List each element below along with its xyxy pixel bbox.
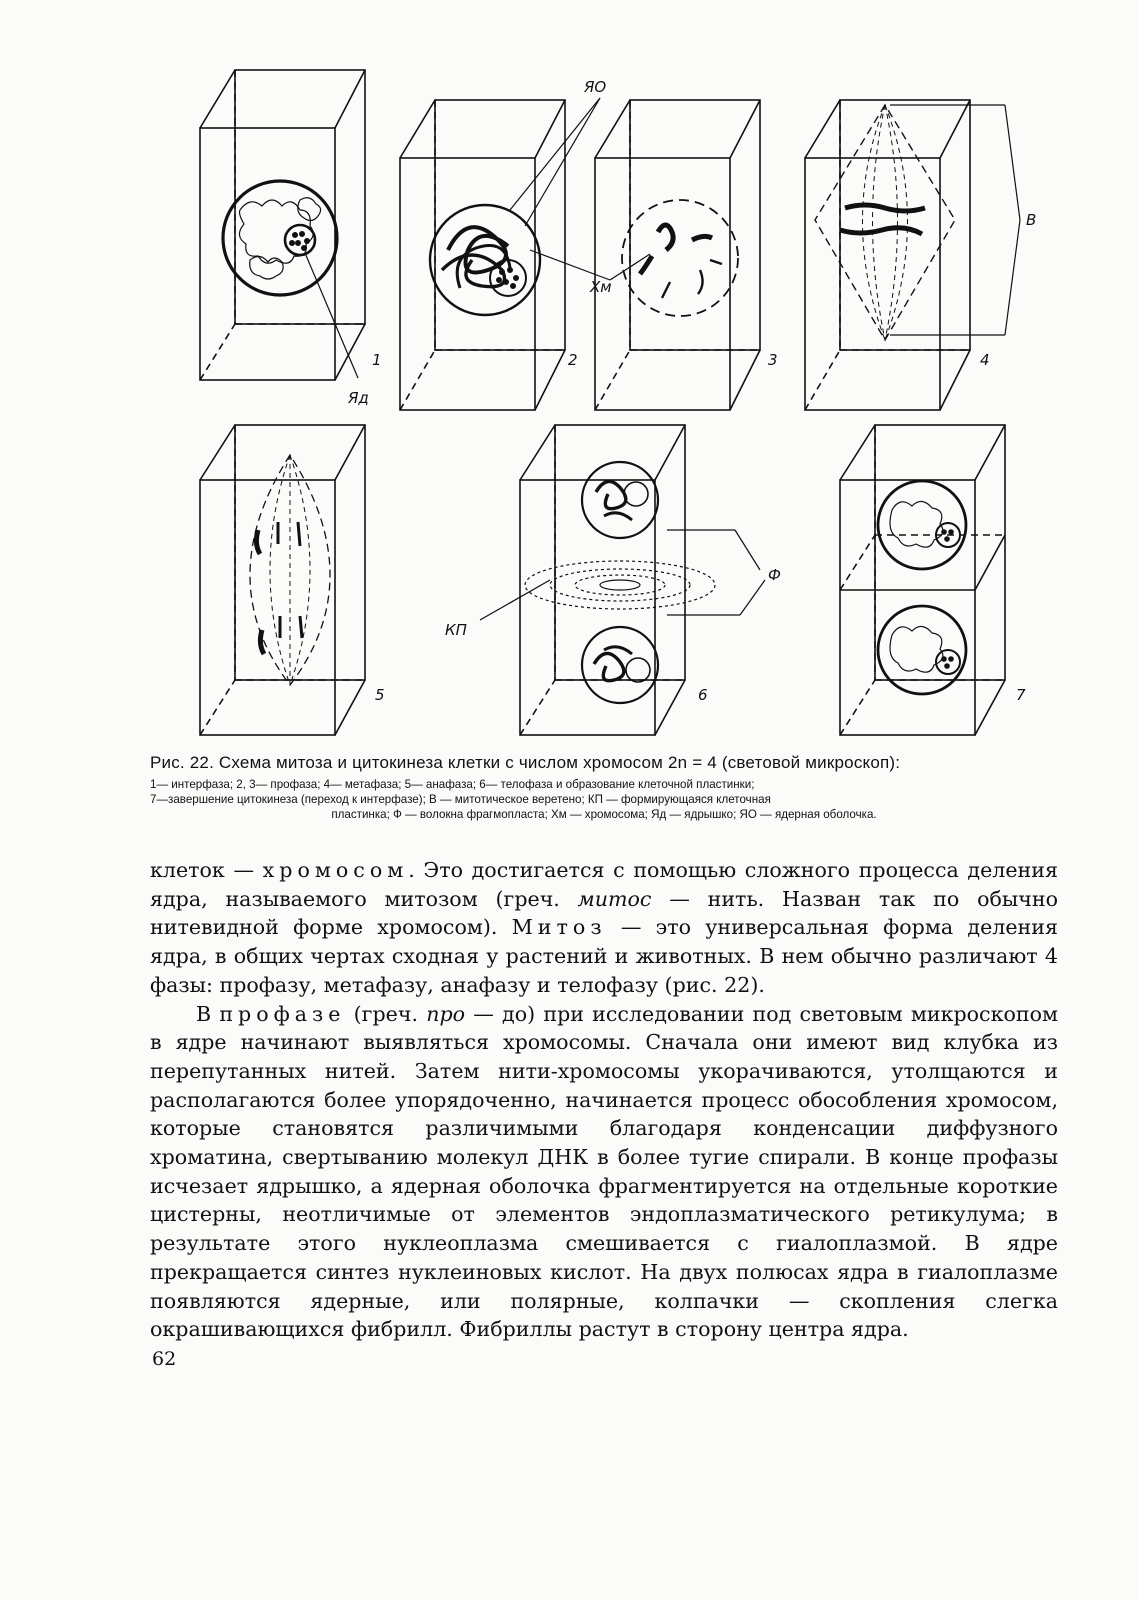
- label-phragmoplast: Ф: [768, 566, 781, 584]
- caption-legend-line-1: 1— интерфаза; 2, 3— профаза; 4— метафаза; 5— анафаза; 6— телофаза и образование клеточной пластинки;: [150, 778, 755, 791]
- nucleus-3: [622, 200, 738, 316]
- label-nuclear-envelope: ЯО: [584, 78, 607, 96]
- cell-box-6: [520, 425, 685, 735]
- cell-plate-6: [525, 561, 715, 609]
- stage-number-4: 4: [980, 351, 990, 369]
- mitosis-figure: [180, 60, 1060, 750]
- term-chromosomes: хромосом: [262, 858, 409, 882]
- spindle-4: [815, 105, 955, 340]
- stage-number-2: 2: [568, 351, 578, 369]
- paragraph-1: клеток — хромосом. Это достигается с помощью сложного процесса деления ядра, называемого митозом (греч. митос — нить. Назван так по обычно нитевидной форме хромосом). Митоз — это универсальная форма деления ядра, в общих чертах сходная у растений и животных. В нем обычно различают 4 фазы: профазу, метафазу, анафазу и телофазу (рис. 22).: [150, 858, 1058, 997]
- cell-box-3: [595, 100, 760, 410]
- label-chromosome: Хм: [590, 278, 612, 296]
- term-mitosis: Митоз: [511, 915, 607, 940]
- cell-box-7: [840, 425, 1005, 735]
- label-cell-plate: КП: [445, 621, 467, 639]
- stage-number-1: 1: [372, 351, 382, 369]
- figure-caption: [150, 751, 1058, 822]
- stage-number-3: 3: [768, 351, 778, 369]
- label-spindle: В: [1026, 211, 1037, 229]
- page-number: 62: [152, 1348, 177, 1370]
- caption-legend-line-2: 7—завершение цитокинеза (переход к интерфазе); В — митотическое веретено; КП — формирующаяся клеточная: [150, 793, 771, 806]
- caption-title: Рис. 22. Схема митоза и цитокинеза клетки с числом хромосом 2n = 4 (световой микроскоп):: [150, 753, 901, 772]
- nucleus-2: [430, 205, 540, 315]
- label-nucleolus: Яд: [348, 389, 369, 407]
- cell-box-5: [200, 425, 365, 735]
- paragraph-2: В профазе (греч. про — до) при исследовании под световым микроскопом в ядре начинают выявляться хромосомы. Сначала они имеют вид клубка из перепутанных нитей. Затем нити-хромосомы укорачиваются, утолщаются и располагаются более упорядоченно, начинается процесс обособления хромосом, которые становятся различимыми благодаря конденсации диффузного хроматина, свертыванию молекул ДНК в более тугие спирали. В конце профазы исчезает ядрышко, а ядерная оболочка фрагментируется на отдельные короткие цистерны, неотличимые от элементов эндоплазматического ретикулума; в результате этого нуклеоплазма смешивается с гиалоплазмой. В ядре прекращается синтез нуклеиновых кислот. На двух полюсах ядра в гиалоплазме появляются ядерные, или полярные, колпачки — скопления слегка окрашивающихся фибрилл. Фибриллы растут в сторону центра ядра.: [150, 1001, 1058, 1342]
- stage-number-7: 7: [1016, 686, 1026, 704]
- stage-number-6: 6: [698, 686, 708, 704]
- body-text: [150, 856, 1058, 1344]
- cell-box-4: [805, 100, 970, 410]
- caption-legend: [150, 777, 1058, 822]
- caption-legend-line-3: пластинка; Ф — волокна фрагмопласта; Хм — хромосома; Яд — ядрышко; ЯО — ядерная оболочка.: [331, 808, 877, 821]
- stage-number-5: 5: [375, 686, 385, 704]
- term-prophase: профазе: [219, 1001, 346, 1026]
- mitosis-diagram: [180, 60, 1060, 750]
